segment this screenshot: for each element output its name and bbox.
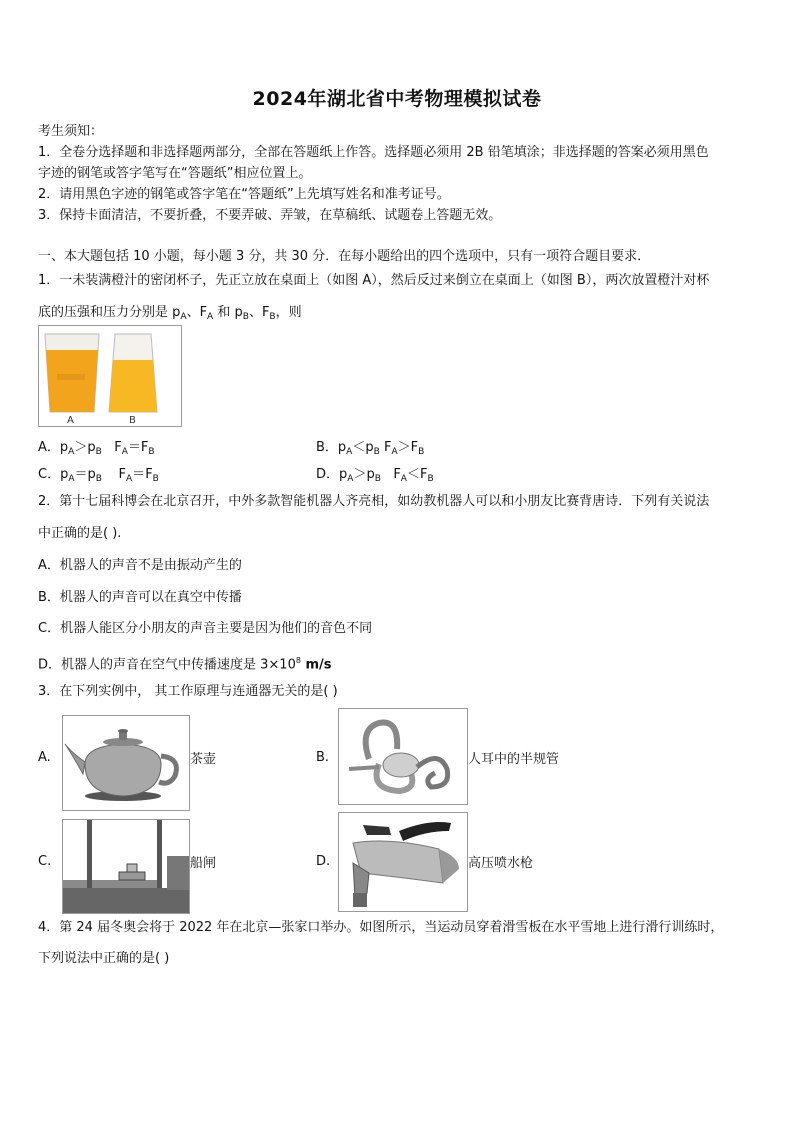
teapot-image xyxy=(63,716,189,810)
q2-stem-line-2: 中正确的是( ). xyxy=(38,526,122,541)
notice-heading: 考生须知： xyxy=(38,124,104,139)
q2-option-b[interactable]: B．机器人的声音可以在真空中传播 xyxy=(38,590,242,605)
q2-option-d[interactable]: D．机器人的声音在空气中传播速度是 $3\times 10^8$ m/s xyxy=(38,656,332,673)
section-1-heading: 一、本大题包括 10 小题，每小题 3 分，共 30 分．在每小题给出的四个选项中，只有一项符合题目要求． xyxy=(38,249,651,264)
q4-stem-line-1: 4．第 24 届冬奥会将于 2022 年在北京—张家口举办。如图所示，当运动员穿着滑雪板在水平雪地上进行滑行训练时， xyxy=(38,920,724,935)
q3-option-d-letter[interactable]: D. xyxy=(316,854,331,869)
notice-item-2: 2．请用黑色字迹的钢笔或答字笔在“答题纸”上先填写姓名和准考证号。 xyxy=(38,187,450,202)
q3-ear-figure xyxy=(338,708,468,805)
q1-cups-figure xyxy=(38,325,182,427)
inner-ear-image xyxy=(339,709,467,804)
q3-ship-lock-figure xyxy=(62,819,190,914)
q3-option-c-letter[interactable]: C. xyxy=(38,854,52,869)
q3-option-d-label: 高压喷水枪 xyxy=(468,856,534,871)
high-pressure-spray-gun-image xyxy=(339,813,467,911)
page-title: 2024年湖北省中考物理模拟试卷 xyxy=(252,88,542,110)
q3-option-a-label: 茶壶 xyxy=(190,752,217,767)
orange-juice-cups-image xyxy=(39,326,181,426)
q4-stem-line-2: 下列说法中正确的是( ) xyxy=(38,951,170,966)
q2-option-c[interactable]: C．机器人能区分小朋友的声音主要是因为他们的音色不同 xyxy=(38,621,373,636)
figure-label-b: B xyxy=(129,415,136,426)
q1-stem-line-2: 底的压强和压力分别是 $p_A$、$F_A$ 和 $p_B$、$F_B$，则 xyxy=(38,305,302,322)
q3-option-a-letter[interactable]: A. xyxy=(38,750,51,765)
q1-option-a[interactable]: A．$p_A>p_B$ $F_A=F_B$ xyxy=(38,440,155,457)
q2-stem-line-1: 2．第十七届科博会在北京召开，中外多款智能机器人齐亮相，如幼教机器人可以和小朋友比赛背唐诗．下列有关说法 xyxy=(38,494,710,509)
ship-lock-image xyxy=(63,820,189,913)
figure-label-a: A xyxy=(67,415,74,426)
notice-item-1-line-1: 1．全卷分选择题和非选择题两部分，全部在答题纸上作答。选择题必须用 2B 铅笔填涂；非选择题的答案必须用黑色 xyxy=(38,145,709,160)
q3-stem: 3．在下列实例中， 其工作原理与连通器无关的是( ) xyxy=(38,684,338,699)
notice-item-3: 3．保持卡面清洁，不要折叠，不要弄破、弄皱，在草稿纸、试题卷上答题无效。 xyxy=(38,208,502,223)
q3-spray-gun-figure xyxy=(338,812,468,912)
q2-option-a[interactable]: A．机器人的声音不是由振动产生的 xyxy=(38,558,242,573)
q3-teapot-figure xyxy=(62,715,190,811)
q1-option-b[interactable]: B．$p_A<p_B$ $F_A>F_B$ xyxy=(316,440,425,457)
q3-option-c-label: 船闸 xyxy=(190,856,217,871)
q1-option-d[interactable]: D．$p_A>p_B$ $F_A<F_B$ xyxy=(316,467,434,484)
q1-stem-line-1: 1．一未装满橙汁的密闭杯子，先正立放在桌面上（如图 A），然后反过来倒立在桌面上（如图 B），两次放置橙汁对杯 xyxy=(38,273,710,288)
notice-item-1-line-2: 字迹的钢笔或答字笔写在“答题纸”相应位置上。 xyxy=(38,166,312,181)
q3-option-b-label: 人耳中的半规管 xyxy=(468,752,560,767)
q1-option-c[interactable]: C．$p_A=p_B$ $F_A=F_B$ xyxy=(38,467,159,484)
q3-option-b-letter[interactable]: B. xyxy=(316,750,330,765)
